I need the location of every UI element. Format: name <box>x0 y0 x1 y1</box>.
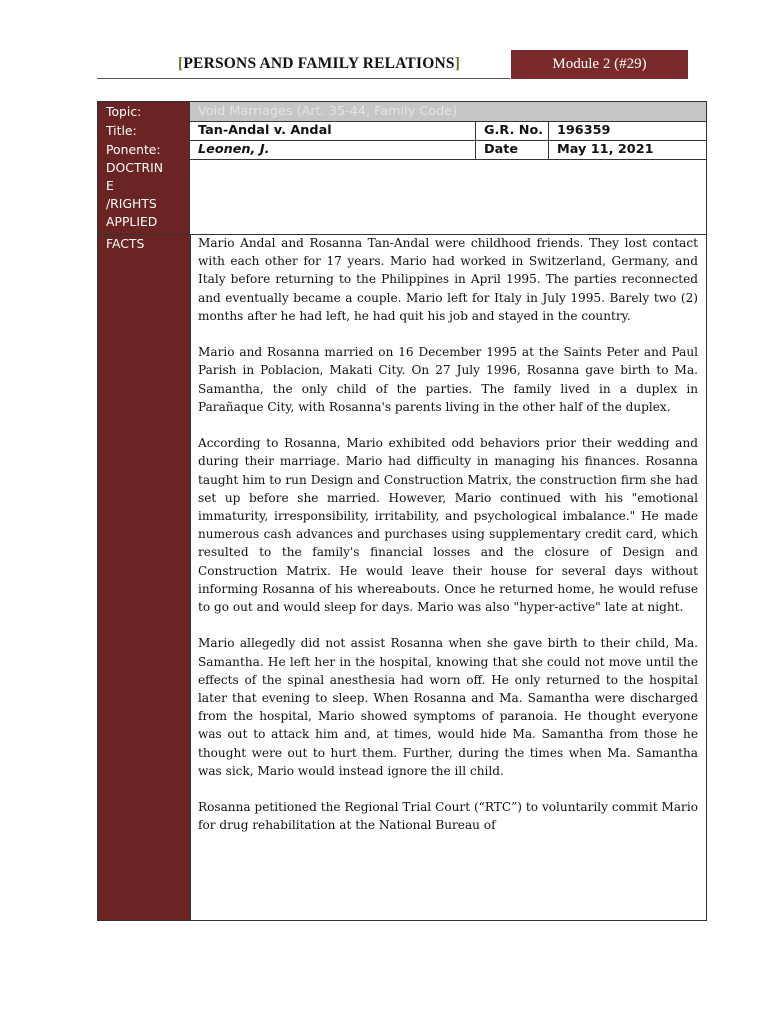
date-label: Date <box>484 142 519 157</box>
gr-value: 196359 <box>557 123 611 138</box>
ponente-row <box>98 140 706 160</box>
page-header-title <box>178 55 460 73</box>
topic-label: Topic: <box>98 102 190 121</box>
doctrine-label-line-2: E <box>106 178 114 193</box>
facts-body <box>198 234 698 853</box>
facts-label: FACTS <box>106 236 145 251</box>
title-value: Tan-Andal v. Andal <box>198 123 332 138</box>
doctrine-label-line-4: APPLIED <box>106 214 158 229</box>
facts-paragraph: Mario allegedly did not assist Rosanna when she gave birth to their child, Ma. Samantha. He left her in the hospital, knowing that she could not move until the effects of the spinal anesthesia had worn off. He only returned to the hospital later that evening to sleep. When Rosanna and Ma. Samantha were discharged from the hospital, Mario showed symptoms of paranoia. He thought everyone was out to attack him and, at times, would hide Ma. Samantha from those he thought were out to hurt them. Further, during the times when Ma. Samantha was sick, Mario would instead ignore the ill child. <box>198 636 698 778</box>
facts-label-column <box>98 235 191 920</box>
header-title-text: PERSONS AND FAMILY RELATIONS <box>183 55 455 72</box>
ponente-label: Ponente: <box>98 140 190 159</box>
header-divider <box>97 78 510 79</box>
doctrine-row <box>98 159 706 235</box>
topic-value: Void Marriages (Art. 35-44, Family Code) <box>190 102 706 121</box>
facts-paragraph: Rosanna petitioned the Regional Trial Court (“RTC”) to voluntarily commit Mario for drug rehabilitation at the National Bureau of <box>198 800 698 833</box>
facts-paragraph: According to Rosanna, Mario exhibited odd behaviors prior their wedding and during their marriage. Mario had difficulty in managing his finances. Rosanna taught him to run Design and Construction Matrix, the construction firm she had set up before she married. However, Mario continued with his "emotional immaturity, irresponsibility, irritability, and psychological imbalance." He made numerous cash advances and purchases using supplementary credit card, which resulted to the family's financial losses and the closure of Design and Construction Matrix. He would leave their house for several days without informing Rosanna of his whereabouts. Once he returned home, he would refuse to go out and would sleep for days. Mario was also "hyper-active" late at night. <box>198 436 698 615</box>
doctrine-label-line-3: /RIGHTS <box>106 196 157 211</box>
title-label: Title: <box>98 121 190 140</box>
ponente-value: Leonen, J. <box>198 142 270 157</box>
topic-row <box>98 102 706 122</box>
title-row <box>98 121 706 141</box>
date-value: May 11, 2021 <box>557 142 654 157</box>
header-close-bracket: ] <box>454 55 461 72</box>
doctrine-label <box>98 159 190 234</box>
doctrine-label-line-1: DOCTRIN <box>106 160 164 175</box>
module-badge-text: Module 2 (#29) <box>552 56 647 72</box>
module-badge <box>511 50 688 79</box>
doctrine-value <box>190 159 706 234</box>
facts-paragraph: Mario Andal and Rosanna Tan-Andal were childhood friends. They lost contact with each other for 17 years. Mario had worked in Switzerland, Germany, and Italy before returning to the Philippines in April 1995. The parties reconnected and eventually became a couple. Mario left for Italy in July 1995. Barely two (2) months after he had left, he had quit his job and stayed in the country. <box>198 236 698 323</box>
header-open-bracket: [ <box>178 55 184 72</box>
case-digest-table <box>97 101 707 921</box>
gr-label: G.R. No. <box>484 123 544 138</box>
facts-paragraph: Mario and Rosanna married on 16 December 1995 at the Saints Peter and Paul Parish in Poblacion, Makati City. On 27 July 1996, Rosanna gave birth to Ma. Samantha, the only child of the parties. The family lived in a duplex in Parañaque City, with Rosanna's parents living in the other half of the duplex. <box>198 345 698 414</box>
